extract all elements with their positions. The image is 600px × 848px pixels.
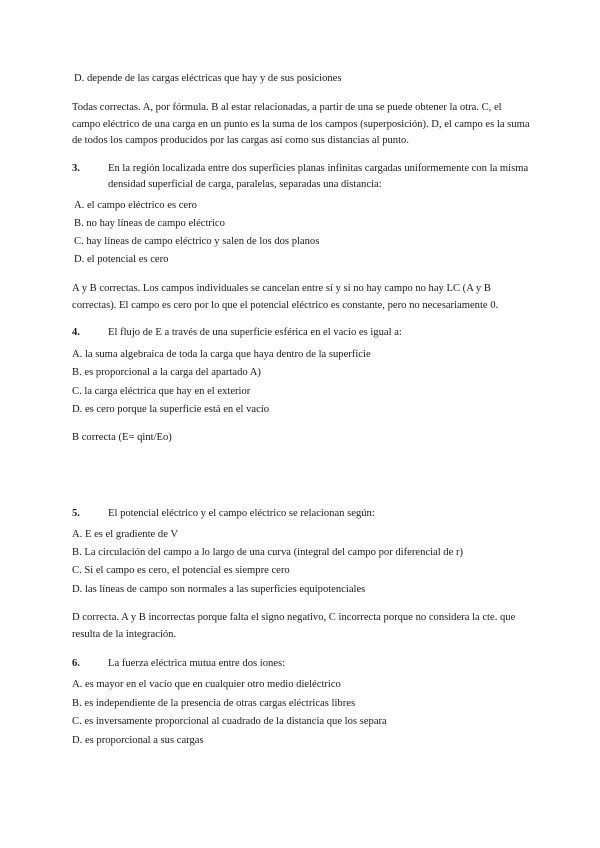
q4-answer: B correcta (E= qint/Eo) — [72, 432, 172, 443]
q5-option-d: D. las líneas de campo son normales a las superficies equipotenciales — [72, 584, 366, 595]
q5-answer: D correcta. A y B incorrectas porque falta el signo negativo, C incorrecta porque no considera la cte. que resulta de la integración. — [72, 612, 516, 640]
q3-option-d: D. el potencial es cero — [74, 254, 169, 265]
q4-option-d: D. es cero porque la superficie está en el vacío — [72, 404, 270, 415]
q6-option-d: D. es proporcional a sus cargas — [72, 735, 204, 746]
q6-option-a: A. es mayor en el vacío que en cualquier otro medio dieléctrico — [72, 679, 341, 690]
q6-option-c: C. es inversamente proporcional al cuadrado de la distancia que los separa — [72, 716, 387, 727]
q6-text: La fuerza eléctrica mutua entre dos iones: — [108, 658, 286, 669]
q4-question — [72, 325, 530, 341]
q5-question — [72, 506, 530, 522]
q5-option-b: B. La circulación del campo a lo largo de una curva (integral del campo por diferencial de r) — [72, 547, 464, 558]
q4-option-a: A. la suma algebraica de toda la carga que haya dentro de la superficie — [72, 349, 371, 360]
q3-answer: A y B correctas. Los campos individuales se cancelan entre sí y si no hay campo no hay LC (A y B correctas). El campo es cero por lo que el potencial eléctrico es constante, pero no necesariamente 0. — [72, 283, 499, 311]
q3-option-a: A. el campo eléctrico es cero — [74, 200, 197, 211]
q6-question — [72, 656, 530, 672]
q4-option-c: C. la carga eléctrica que hay en el exterior — [72, 386, 251, 397]
q4-text: El flujo de E a través de una superficie esférica en el vacío es igual a: — [108, 327, 402, 338]
q2-answer: Todas correctas. A, por fórmula. B al estar relacionadas, a partir de una se puede obtener la otra. C, el campo eléctrico de una carga en un punto es la suma de los campos (superposición). D, el campo es la suma de todos los campos producidos por las cargas así como sus distancias al punto. — [72, 102, 530, 146]
q5-text: El potencial eléctrico y el campo eléctrico se relacionan según: — [108, 508, 375, 519]
q6-number: 6. — [72, 658, 80, 669]
q3-option-c: C. hay líneas de campo eléctrico y salen de los dos planos — [74, 236, 320, 247]
q3-question — [72, 161, 530, 193]
q6-option-b: B. es independiente de la presencia de otras cargas eléctricas libres — [72, 698, 356, 709]
q5-option-c: C. Si el campo es cero, el potencial es siempre cero — [72, 565, 290, 576]
q3-text: En la región localizada entre dos superficies planas infinitas cargadas uniformemente con la misma densidad superficial de carga, paralelas, separadas una distancia: — [108, 163, 529, 190]
q5-option-a: A. E es el gradiente de V — [72, 529, 178, 540]
q5-number: 5. — [72, 508, 80, 519]
q2-option-d: D. depende de las cargas eléctricas que hay y de sus posiciones — [74, 73, 342, 84]
q3-number: 3. — [72, 163, 80, 174]
q3-option-b: B. no hay líneas de campo eléctrico — [74, 218, 225, 229]
q4-number: 4. — [72, 327, 80, 338]
q4-option-b: B. es proporcional a la carga del apartado A) — [72, 367, 261, 378]
